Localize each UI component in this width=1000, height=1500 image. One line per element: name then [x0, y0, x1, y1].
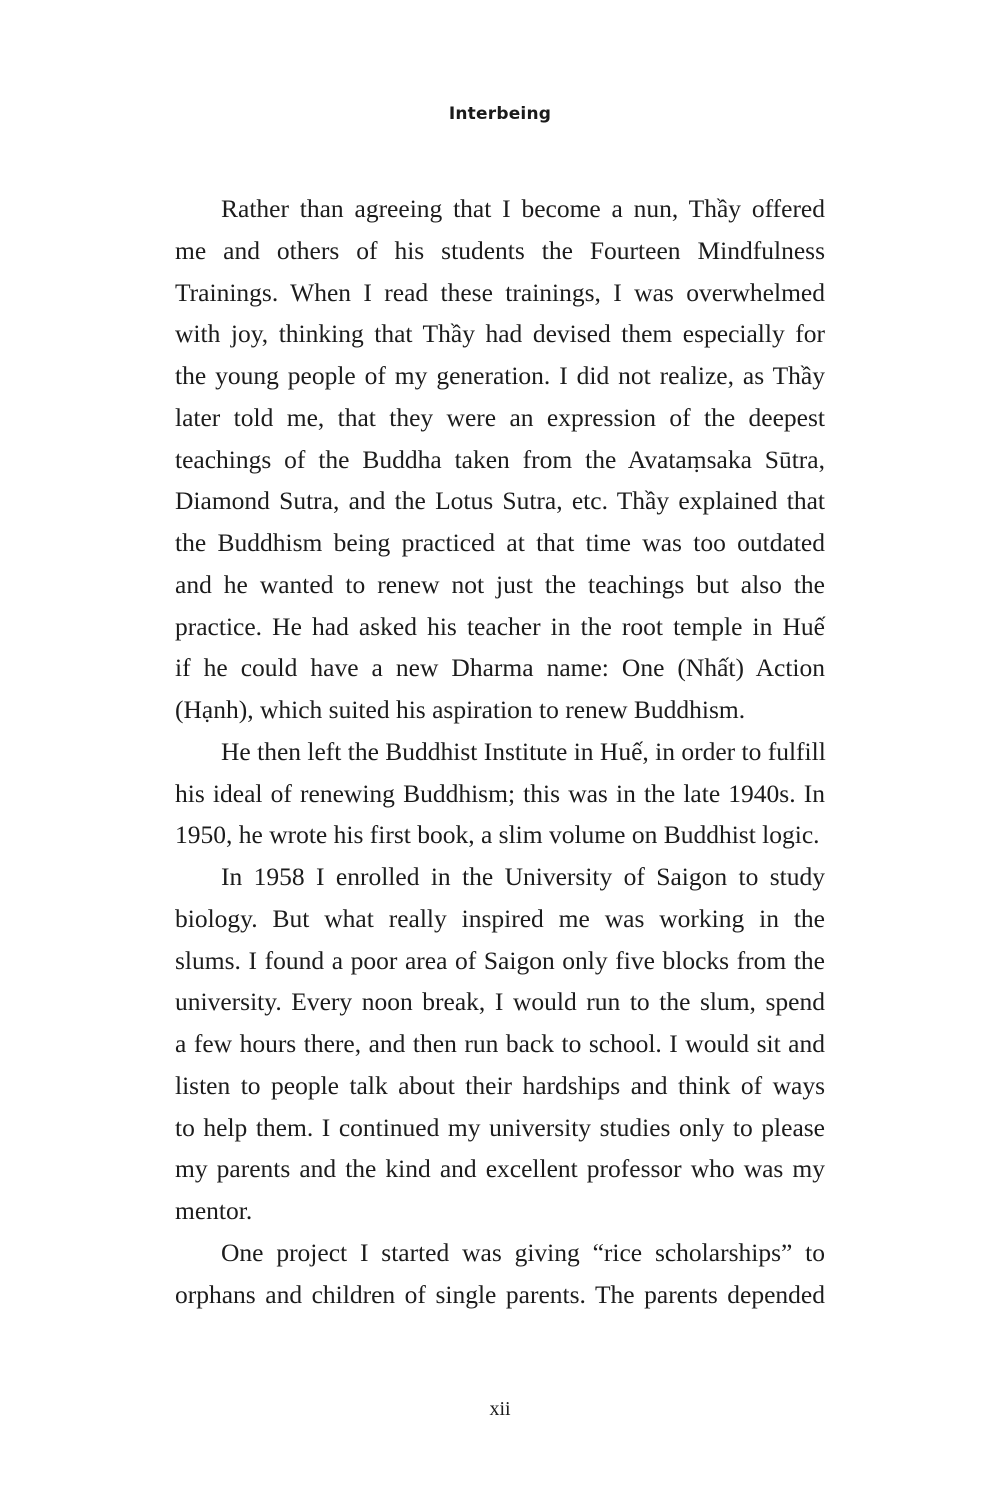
text-line: listen to people talk about their hardships and think of ways [175, 1070, 825, 1100]
text-line: practice. He had asked his teacher in the root temple in Huế [175, 611, 825, 641]
text-line: if he could have a new Dharma name: One (Nhất) Action [175, 653, 825, 683]
text-line: me and others of his students the Fourteen Mindfulness [175, 235, 825, 265]
text-line: the Buddhism being practiced at that time was too outdated [175, 528, 825, 557]
text-line: orphans and children of single parents. The parents depended [175, 1279, 825, 1309]
text-line: Rather than agreeing that I become a nun, Thầy offered [221, 194, 825, 223]
text-line: Diamond Sutra, and the Lotus Sutra, etc. Thầy explained that [175, 486, 825, 516]
text-line: his ideal of renewing Buddhism; this was in the late 1940s. In [175, 778, 825, 808]
body-text [175, 188, 825, 1315]
paragraph [175, 1232, 825, 1316]
text-line: and he wanted to renew not just the teachings but also the [175, 569, 825, 599]
text-line: the young people of my generation. I did not realize, as Thầy [175, 361, 825, 390]
text-line: with joy, thinking that Thầy had devised them especially for [175, 319, 825, 349]
text-line: later told me, that they were an expression of the deepest [175, 402, 825, 432]
running-head: Interbeing [448, 104, 552, 124]
text-line: my parents and the kind and excellent professor who was my [175, 1154, 825, 1184]
paragraph [175, 188, 825, 731]
text-line: Trainings. When I read these trainings, I was overwhelmed [175, 277, 825, 307]
text-line: university. Every noon break, I would run to the slum, spend [175, 987, 825, 1017]
paragraph [175, 856, 825, 1232]
page-number: xii [489, 1398, 511, 1420]
text-line: One project I started was giving “rice scholarships” to [221, 1237, 825, 1267]
text-line: to help them. I continued my university studies only to please [175, 1112, 825, 1142]
text-line: mentor. [175, 1196, 253, 1225]
text-line: teachings of the Buddha taken from the Avataṃsaka Sūtra, [175, 444, 825, 474]
text-line: biology. But what really inspired me was working in the [175, 903, 825, 933]
text-line: slums. I found a poor area of Saigon only five blocks from the [175, 945, 825, 975]
paragraph [175, 731, 825, 856]
text-line: He then left the Buddhist Institute in Huế, in order to fulfill [221, 736, 826, 766]
text-line: (Hạnh), which suited his aspiration to renew Buddhism. [175, 695, 746, 724]
text-line: In 1958 I enrolled in the University of Saigon to study [221, 862, 825, 891]
text-line: a few hours there, and then run back to school. I would sit and [175, 1029, 825, 1058]
text-line: 1950, he wrote his first book, a slim volume on Buddhist logic. [175, 820, 820, 850]
